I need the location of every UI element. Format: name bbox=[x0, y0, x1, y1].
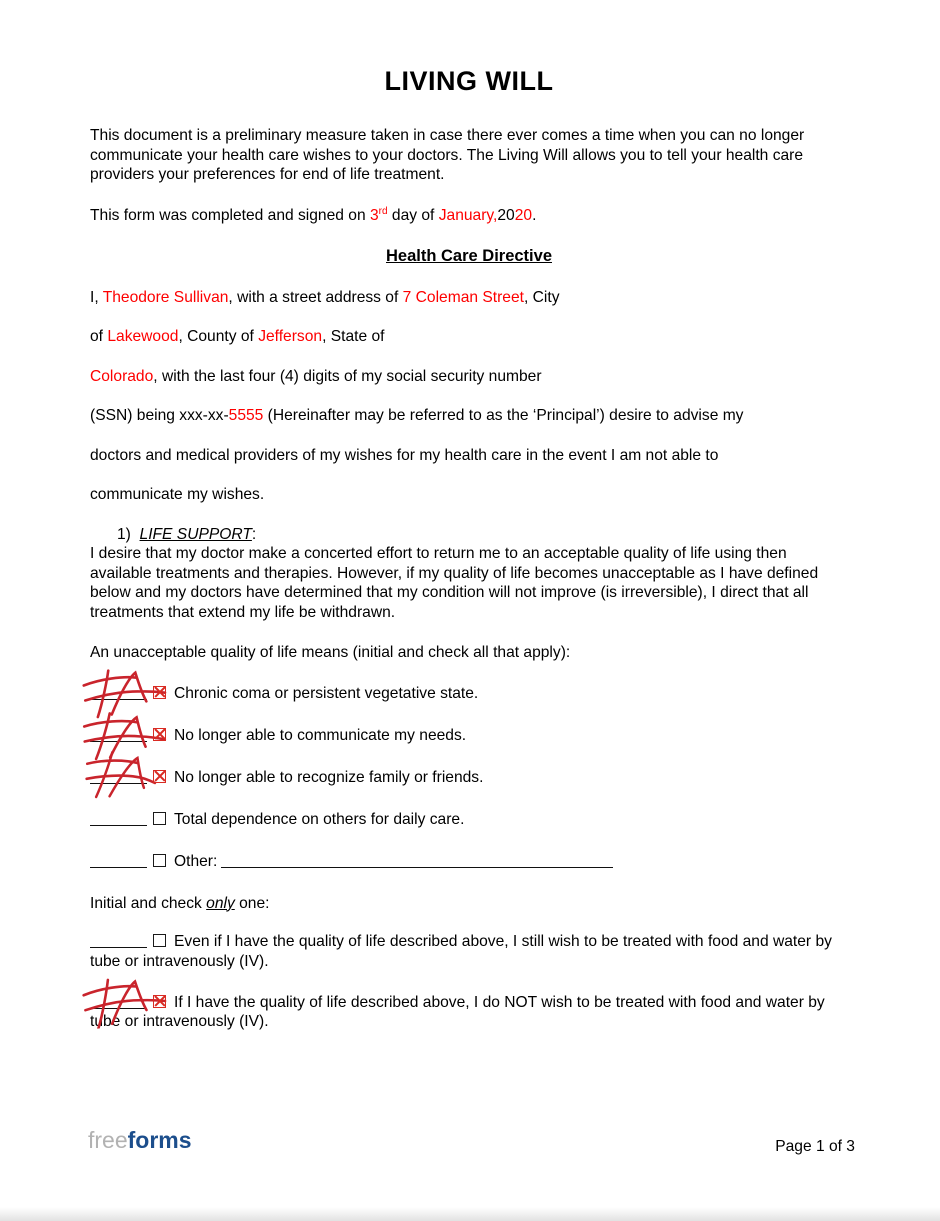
life-support-paragraph: I desire that my doctor make a concerted effort to return me to an acceptable quality of life using then available treatments and therapies. However, if my quality of life becomes unacceptable as I have defined below and my doctors have determined that my condition will not improve (is irreversible), I direct that all treatments that extend my life be withdrawn. bbox=[90, 545, 819, 621]
checkbox-checked-icon[interactable] bbox=[153, 686, 166, 699]
page-title: LIVING WILL bbox=[384, 66, 554, 96]
intro-paragraph: This document is a preliminary measure taken in case there ever comes a time when you can no longer communicate your health care wishes to your doctors. The Living Will allows you to tell your health care providers your preferences for end of life treatment. bbox=[90, 127, 805, 183]
checklist-label: No longer able to recognize family or friends. bbox=[174, 768, 484, 786]
initials-blank[interactable] bbox=[90, 810, 147, 826]
page-content bbox=[0, 66, 940, 1032]
directive-line: communicate my wishes. bbox=[90, 486, 265, 503]
checkbox-unchecked-icon[interactable] bbox=[153, 812, 166, 825]
life-support-section-heading: 1) LIFE SUPPORT: bbox=[117, 525, 257, 543]
initials-blank[interactable] bbox=[90, 852, 147, 868]
only-one-instruction: Initial and check only one: bbox=[90, 894, 270, 912]
checklist-label: Other: bbox=[174, 852, 218, 870]
signed-date-line: This form was completed and signed on 3rd day of January,2020. bbox=[90, 205, 537, 224]
initials-blank[interactable] bbox=[90, 684, 147, 700]
initials-blank[interactable] bbox=[90, 726, 147, 742]
directive-line: Colorado, with the last four (4) digits of my social security number bbox=[90, 367, 542, 385]
checklist-row-recognize-family bbox=[90, 768, 848, 788]
initials-blank[interactable] bbox=[90, 993, 147, 1009]
directive-line: of Lakewood, County of Jefferson, State of bbox=[90, 328, 385, 345]
directive-line: doctors and medical providers of my wishes for my health care in the event I am not able to bbox=[90, 446, 719, 464]
initials-blank[interactable] bbox=[90, 932, 147, 948]
page-number: Page 1 of 3 bbox=[775, 1138, 855, 1155]
page-bottom-edge bbox=[0, 1207, 940, 1221]
checkbox-unchecked-icon[interactable] bbox=[153, 934, 166, 947]
checklist-label: Chronic coma or persistent vegetative state. bbox=[174, 684, 479, 702]
checkbox-checked-icon[interactable] bbox=[153, 770, 166, 783]
apply-checklist bbox=[90, 684, 848, 872]
choice-label: Even if I have the quality of life described above, I still wish to be treated with food and water by tube or intravenously (IV). bbox=[90, 933, 832, 970]
checklist-label: Total dependence on others for daily care. bbox=[174, 810, 465, 828]
apply-all-instruction: An unacceptable quality of life means (initial and check all that apply): bbox=[90, 644, 571, 661]
directive-paragraph bbox=[90, 288, 848, 505]
initials-blank[interactable] bbox=[90, 768, 147, 784]
choice-label: If I have the quality of life described above, I do NOT wish to be treated with food and water by tube or intravenously (IV). bbox=[90, 993, 825, 1030]
choice-row-do-not-wish-food-water bbox=[90, 993, 848, 1032]
other-write-in-blank[interactable] bbox=[221, 852, 613, 868]
checklist-row-other bbox=[90, 852, 848, 872]
checklist-label: No longer able to communicate my needs. bbox=[174, 726, 467, 744]
health-care-directive-heading: Health Care Directive bbox=[386, 247, 552, 265]
directive-line: I, Theodore Sullivan, with a street address of 7 Coleman Street, City bbox=[90, 288, 560, 306]
brand-free-text: free bbox=[88, 1127, 128, 1153]
directive-line: (SSN) being xxx-xx-5555 (Hereinafter may be referred to as the ‘Principal’) desire to advise my bbox=[90, 407, 744, 424]
freeforms-logo bbox=[88, 1127, 192, 1153]
brand-forms-text: forms bbox=[127, 1127, 192, 1153]
checklist-row-communicate-needs bbox=[90, 726, 848, 746]
choice-row-still-wish-food-water bbox=[90, 932, 848, 971]
checklist-row-total-dependence bbox=[90, 810, 848, 830]
checklist-row-chronic-coma bbox=[90, 684, 848, 704]
checkbox-checked-icon[interactable] bbox=[153, 995, 166, 1008]
checkbox-checked-icon[interactable] bbox=[153, 728, 166, 741]
checkbox-unchecked-icon[interactable] bbox=[153, 854, 166, 867]
